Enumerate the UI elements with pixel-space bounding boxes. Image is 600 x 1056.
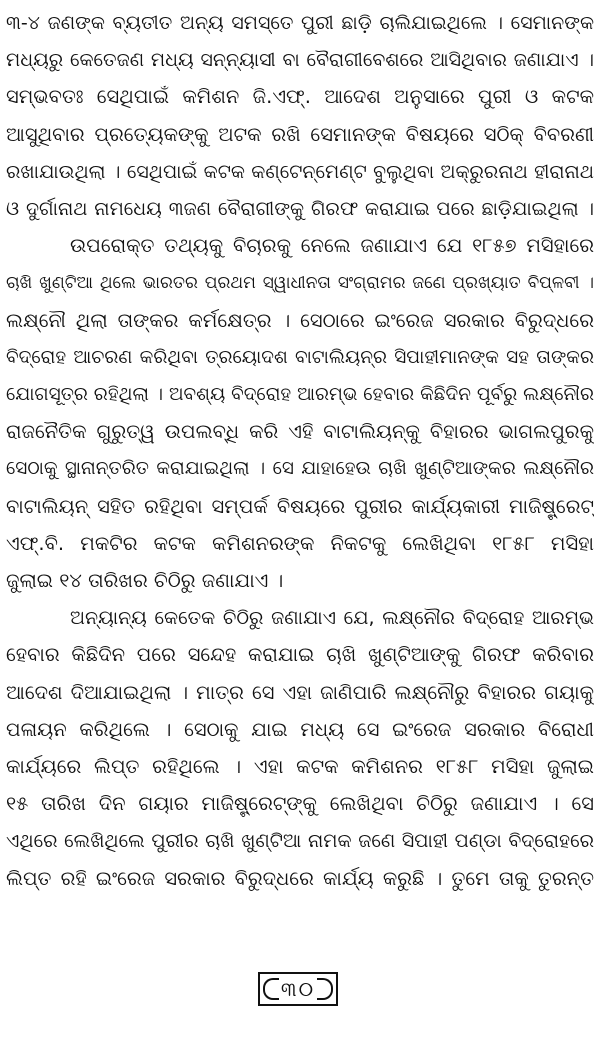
text-line: ମଧ୍ୟରୁ କେତେଜଣ ମଧ୍ୟ ସନ୍ନ୍ୟାସୀ ବା ବୈରାଗୀବେଶରେ ଆସିଥିବାର ଜଣାଯାଏ ।: [6, 49, 594, 72]
text-line: ୧୫ ତାରିଖ ଦିନ ଗୟାର ମାଜିଷ୍ଟ୍ରେଟ୍‌ଙ୍କୁ ଲେଖିଥିବା ଚିଠିରୁ ଜଣାଯାଏ । ସେ: [6, 792, 594, 816]
text-line: ରାଜନୈତିକ ଗୁରୁତ୍ୱ ଉପଲବ୍ଧି କରି ଏହି ବାଟାଲିୟନ୍‌କୁ ବିହାରର ଭାଗଲପୁରକୁ: [6, 420, 594, 444]
text-line: ହେବାର କିଛିଦିନ ପରେ ସନ୍ଦେହ କରାଯାଇ ଚାଖି ଖୁଣ୍ଟିଆଙ୍କୁ ଗିରଫ କରିବାର: [6, 643, 594, 667]
text-line: ଲକ୍ଷ୍ନୌ ଥିଲା ତାଙ୍କର କର୍ମକ୍ଷେତ୍ର । ସେଠାରେ ଇଂରେଜ ସରକାର ବିରୁଦ୍ଧରେ: [6, 308, 594, 332]
text-line: ଆସୁଥିବାର ପ୍ରତ୍ୟେକଙ୍କୁ ଅଟକ ରଖି ସେମାନଙ୍କ ବିଷୟରେ ସଠିକ୍ ବିବରଣୀ: [6, 122, 594, 146]
text-line: ବାଟାଲିୟନ୍ ସହିତ ରହିଥିବା ସମ୍ପର୍କ ବିଷୟରେ ପୁରୀର କାର୍ଯ୍ୟକାରୀ ମାଜିଷ୍ଟ୍ରେଟ୍: [6, 494, 594, 518]
text-line: କାର୍ଯ୍ୟରେ ଲିପ୍ତ ରହିଥିଲେ । ଏହା କଟକ କମିଶନର ୧୮୫୮ ମସିହା ଜୁଲାଇ: [6, 755, 594, 778]
text-line: ଅନ୍ୟାନ୍ୟ କେତେକ ଚିଠିରୁ ଜଣାଯାଏ ଯେ, ଲକ୍ଷ୍ନୌର ବିଦ୍ରୋହ ଆରମ୍ଭ: [70, 607, 594, 630]
text-line: ଚାଖି ଖୁଣ୍ଟିଆ ଥିଲେ ଭାରତର ପ୍ରଥମ ସ୍ୱାଧୀନତା ସଂଗ୍ରାମର ଜଣେ ପ୍ରଖ୍ୟାତ ବିପ୍ଳବୀ ।: [6, 273, 594, 294]
text-line: ଯୋଗସୂତ୍ର ରହିଥିଲା । ଅବଶ୍ୟ ବିଦ୍ରୋହ ଆରମ୍ଭ ହେବାର କିଛିଦିନ ପୂର୍ବରୁ ଲକ୍ଷ୍ନୌର: [6, 384, 594, 405]
text-line: ଏଫ୍.ବି. ମକଟିର କଟକ କମିଶନରଙ୍କ ନିକଟକୁ ଲେଖିଥିବା ୧୮୫୮ ମସିହା: [6, 531, 594, 555]
page-number: ୩୦: [280, 977, 316, 1001]
text-line: ଉପରୋକ୍ତ ତଥ୍ୟକୁ ବିଚାରକୁ ନେଲେ ଜଣାଯାଏ ଯେ ୧୮୫୭ ମସିହାରେ: [70, 234, 594, 258]
text-line: ସେଠାକୁ ସ୍ଥାନାନ୍ତରିତ କରାଯାଇଥିଲା । ସେ ଯାହାହେଉ ଚାଖି ଖୁଣ୍ଟିଆଙ୍କର ଲକ୍ଷ୍ନୌର: [6, 458, 594, 480]
page-number-box: [258, 972, 338, 1006]
text-line: ଓ ଦୁର୍ଗାନାଥ ନାମଧେୟ ୩ଜଣ ବୈରାଗୀଙ୍କୁ ଗିରଫ କରାଯାଇ ପରେ ଛାଡ଼ିଯାଇଥିଲା ।: [6, 198, 594, 220]
text-line: ଆଦେଶ ଦିଆଯାଇଥିଲା । ମାତ୍ର ସେ ଏହା ଜାଣିପାରି ଲକ୍ଷ୍ନୌରୁ ବିହାରର ଗୟାକୁ: [6, 680, 594, 704]
text-line: ଲିପ୍ତ ରହି ଇଂରେଜ ସରକାର ବିରୁଦ୍ଧରେ କାର୍ଯ୍ୟ କରୁଛି । ତୁମେ ତାକୁ ତୁରନ୍ତ: [6, 866, 594, 890]
text-line: ବିଦ୍ରୋହ ଆଚରଣ କରିଥିବା ତ୍ରୟୋଦଶ ବାଟାଲିୟନ୍‌ର ସିପାହୀମାନଙ୍କ ସହ ତାଙ୍କର: [6, 346, 594, 368]
text-line: ପଳାୟନ କରିଥିଲେ । ସେଠାକୁ ଯାଇ ମଧ୍ୟ ସେ ଇଂରେଜ ସରକାର ବିରୋଧୀ: [6, 717, 594, 741]
text-line: ଏଥିରେ ଲେଖିଥିଲେ ପୁରୀର ଚାଖି ଖୁଣ୍ଟିଆ ନାମକ ଜଣେ ସିପାହୀ ପଣ୍ଡା ବିଦ୍ରୋହରେ: [6, 830, 594, 853]
text-line: ୩-୪ ଜଣଙ୍କ ବ୍ୟତୀତ ଅନ୍ୟ ସମସ୍ତେ ପୁରୀ ଛାଡ଼ି ଚାଲିଯାଇଥିଲେ । ସେମାନଙ୍କ: [6, 12, 594, 34]
text-line: ଜୁଲାଇ ୧୪ ତାରିଖର ଚିଠିରୁ ଜଣାଯାଏ ।: [6, 569, 284, 592]
text-line: ରଖାଯାଉଥିଲା । ସେଥିପାଇଁ କଟକ କଣ୍ଟେନ୍ମେଣ୍ଟ ବୁଲୁଥିବା ଅକ୍ରୁରନାଥ ହୀରାନାଥ: [6, 160, 594, 183]
text-line: ସମ୍ଭବତଃ ସେଥିପାଇଁ କମିଶନ ଜି.ଏଫ୍. ଆଦେଶ ଅନୁସାରେ ପୁରୀ ଓ କଟକ: [6, 85, 594, 109]
